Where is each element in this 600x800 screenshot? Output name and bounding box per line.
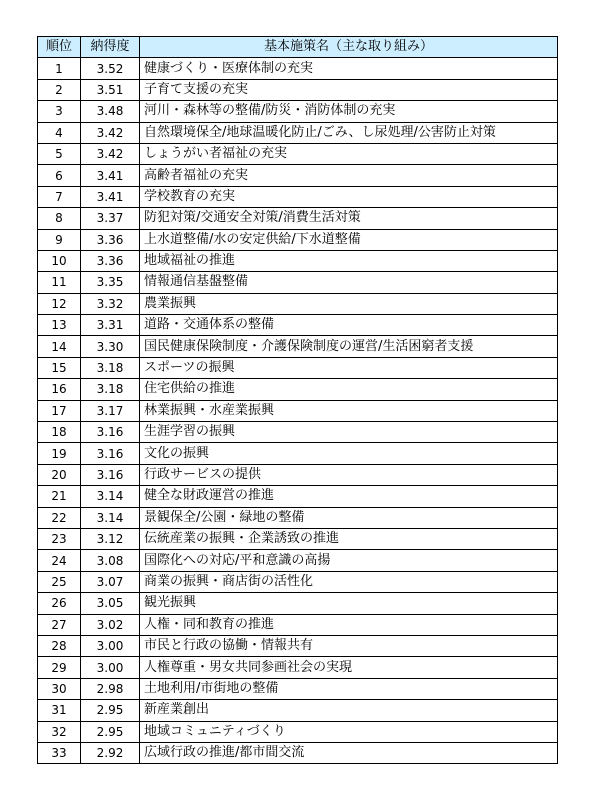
cell-rank: 20 xyxy=(38,464,81,485)
cell-score: 3.12 xyxy=(81,528,140,549)
table-row xyxy=(38,122,558,143)
cell-policy-name: 高齢者福祉の充実 xyxy=(140,165,558,186)
cell-policy-name: 住宅供給の推進 xyxy=(140,379,558,400)
header-policy-name: 基本施策名（主な取り組み） xyxy=(140,37,558,58)
table-row xyxy=(38,357,558,378)
table-row xyxy=(38,507,558,528)
cell-policy-name: 人権尊重・男女共同参画社会の実現 xyxy=(140,657,558,678)
cell-rank: 8 xyxy=(38,208,81,229)
table-row xyxy=(38,657,558,678)
cell-score: 3.00 xyxy=(81,657,140,678)
table-row xyxy=(38,742,558,763)
table-row xyxy=(38,571,558,592)
cell-policy-name: 学校教育の充実 xyxy=(140,186,558,207)
cell-policy-name: 伝統産業の振興・企業誘致の推進 xyxy=(140,528,558,549)
cell-policy-name: 河川・森林等の整備/防災・消防体制の充実 xyxy=(140,101,558,122)
header-rank: 順位 xyxy=(38,37,81,58)
table-row xyxy=(38,700,558,721)
cell-score: 2.98 xyxy=(81,678,140,699)
table-row xyxy=(38,250,558,271)
cell-score: 3.14 xyxy=(81,507,140,528)
cell-policy-name: 防犯対策/交通安全対策/消費生活対策 xyxy=(140,208,558,229)
cell-rank: 3 xyxy=(38,101,81,122)
table-row xyxy=(38,635,558,656)
cell-rank: 12 xyxy=(38,293,81,314)
cell-rank: 24 xyxy=(38,550,81,571)
table-row xyxy=(38,165,558,186)
table-row xyxy=(38,614,558,635)
table-row xyxy=(38,336,558,357)
cell-rank: 2 xyxy=(38,79,81,100)
cell-policy-name: 地域福祉の推進 xyxy=(140,250,558,271)
table-row xyxy=(38,550,558,571)
cell-policy-name: 商業の振興・商店街の活性化 xyxy=(140,571,558,592)
cell-score: 3.16 xyxy=(81,422,140,443)
cell-policy-name: 情報通信基盤整備 xyxy=(140,272,558,293)
header-score: 納得度 xyxy=(81,37,140,58)
cell-rank: 4 xyxy=(38,122,81,143)
cell-policy-name: しょうがい者福祉の充実 xyxy=(140,143,558,164)
cell-score: 3.30 xyxy=(81,336,140,357)
cell-policy-name: 地域コミュニティづくり xyxy=(140,721,558,742)
cell-rank: 11 xyxy=(38,272,81,293)
cell-score: 3.18 xyxy=(81,357,140,378)
table-row xyxy=(38,229,558,250)
cell-rank: 13 xyxy=(38,315,81,336)
cell-score: 3.02 xyxy=(81,614,140,635)
ranking-table xyxy=(37,36,558,764)
cell-policy-name: 土地利用/市街地の整備 xyxy=(140,678,558,699)
cell-score: 2.95 xyxy=(81,721,140,742)
cell-score: 3.41 xyxy=(81,186,140,207)
cell-rank: 32 xyxy=(38,721,81,742)
cell-score: 3.18 xyxy=(81,379,140,400)
cell-score: 3.31 xyxy=(81,315,140,336)
table-row xyxy=(38,464,558,485)
cell-score: 2.95 xyxy=(81,700,140,721)
cell-policy-name: スポーツの振興 xyxy=(140,357,558,378)
cell-rank: 30 xyxy=(38,678,81,699)
cell-score: 3.35 xyxy=(81,272,140,293)
cell-score: 3.37 xyxy=(81,208,140,229)
table-row xyxy=(38,143,558,164)
cell-policy-name: 農業振興 xyxy=(140,293,558,314)
cell-policy-name: 国民健康保険制度・介護保険制度の運営/生活困窮者支援 xyxy=(140,336,558,357)
cell-score: 3.07 xyxy=(81,571,140,592)
cell-policy-name: 行政サービスの提供 xyxy=(140,464,558,485)
table-row xyxy=(38,486,558,507)
cell-rank: 27 xyxy=(38,614,81,635)
cell-rank: 25 xyxy=(38,571,81,592)
header-row xyxy=(38,37,558,58)
cell-score: 3.48 xyxy=(81,101,140,122)
cell-score: 3.16 xyxy=(81,464,140,485)
cell-policy-name: 人権・同和教育の推進 xyxy=(140,614,558,635)
cell-policy-name: 文化の振興 xyxy=(140,443,558,464)
cell-rank: 18 xyxy=(38,422,81,443)
cell-policy-name: 健全な財政運営の推進 xyxy=(140,486,558,507)
cell-score: 3.17 xyxy=(81,400,140,421)
cell-score: 3.41 xyxy=(81,165,140,186)
cell-rank: 1 xyxy=(38,58,81,79)
cell-policy-name: 新産業創出 xyxy=(140,700,558,721)
cell-rank: 14 xyxy=(38,336,81,357)
cell-policy-name: 市民と行政の協働・情報共有 xyxy=(140,635,558,656)
cell-rank: 33 xyxy=(38,742,81,763)
table-row xyxy=(38,443,558,464)
cell-rank: 21 xyxy=(38,486,81,507)
cell-rank: 26 xyxy=(38,593,81,614)
cell-policy-name: 観光振興 xyxy=(140,593,558,614)
cell-rank: 17 xyxy=(38,400,81,421)
cell-score: 3.52 xyxy=(81,58,140,79)
cell-rank: 9 xyxy=(38,229,81,250)
cell-policy-name: 上水道整備/水の安定供給/下水道整備 xyxy=(140,229,558,250)
table-body xyxy=(38,58,558,764)
cell-rank: 6 xyxy=(38,165,81,186)
cell-policy-name: 道路・交通体系の整備 xyxy=(140,315,558,336)
cell-score: 3.42 xyxy=(81,122,140,143)
cell-rank: 16 xyxy=(38,379,81,400)
table-header xyxy=(38,37,558,58)
table-row xyxy=(38,721,558,742)
cell-rank: 19 xyxy=(38,443,81,464)
cell-rank: 15 xyxy=(38,357,81,378)
cell-rank: 10 xyxy=(38,250,81,271)
table-row xyxy=(38,208,558,229)
cell-rank: 22 xyxy=(38,507,81,528)
cell-policy-name: 国際化への対応/平和意識の高揚 xyxy=(140,550,558,571)
table-row xyxy=(38,315,558,336)
cell-score: 3.14 xyxy=(81,486,140,507)
cell-score: 2.92 xyxy=(81,742,140,763)
cell-rank: 28 xyxy=(38,635,81,656)
cell-score: 3.36 xyxy=(81,250,140,271)
table-row xyxy=(38,293,558,314)
cell-rank: 29 xyxy=(38,657,81,678)
cell-rank: 31 xyxy=(38,700,81,721)
cell-score: 3.36 xyxy=(81,229,140,250)
table-row xyxy=(38,528,558,549)
cell-policy-name: 林業振興・水産業振興 xyxy=(140,400,558,421)
table-row xyxy=(38,79,558,100)
cell-policy-name: 健康づくり・医療体制の充実 xyxy=(140,58,558,79)
table-row xyxy=(38,379,558,400)
cell-policy-name: 景観保全/公園・緑地の整備 xyxy=(140,507,558,528)
table-row xyxy=(38,422,558,443)
table-row xyxy=(38,58,558,79)
cell-score: 3.05 xyxy=(81,593,140,614)
table-row xyxy=(38,272,558,293)
cell-policy-name: 自然環境保全/地球温暖化防止/ごみ、し尿処理/公害防止対策 xyxy=(140,122,558,143)
cell-score: 3.00 xyxy=(81,635,140,656)
cell-rank: 5 xyxy=(38,143,81,164)
cell-score: 3.51 xyxy=(81,79,140,100)
cell-policy-name: 広域行政の推進/都市間交流 xyxy=(140,742,558,763)
cell-policy-name: 子育て支援の充実 xyxy=(140,79,558,100)
table-row xyxy=(38,593,558,614)
cell-score: 3.42 xyxy=(81,143,140,164)
cell-score: 3.08 xyxy=(81,550,140,571)
cell-rank: 23 xyxy=(38,528,81,549)
cell-score: 3.16 xyxy=(81,443,140,464)
cell-rank: 7 xyxy=(38,186,81,207)
table-row xyxy=(38,400,558,421)
table-row xyxy=(38,101,558,122)
table-row xyxy=(38,678,558,699)
cell-score: 3.32 xyxy=(81,293,140,314)
cell-policy-name: 生涯学習の振興 xyxy=(140,422,558,443)
table-row xyxy=(38,186,558,207)
